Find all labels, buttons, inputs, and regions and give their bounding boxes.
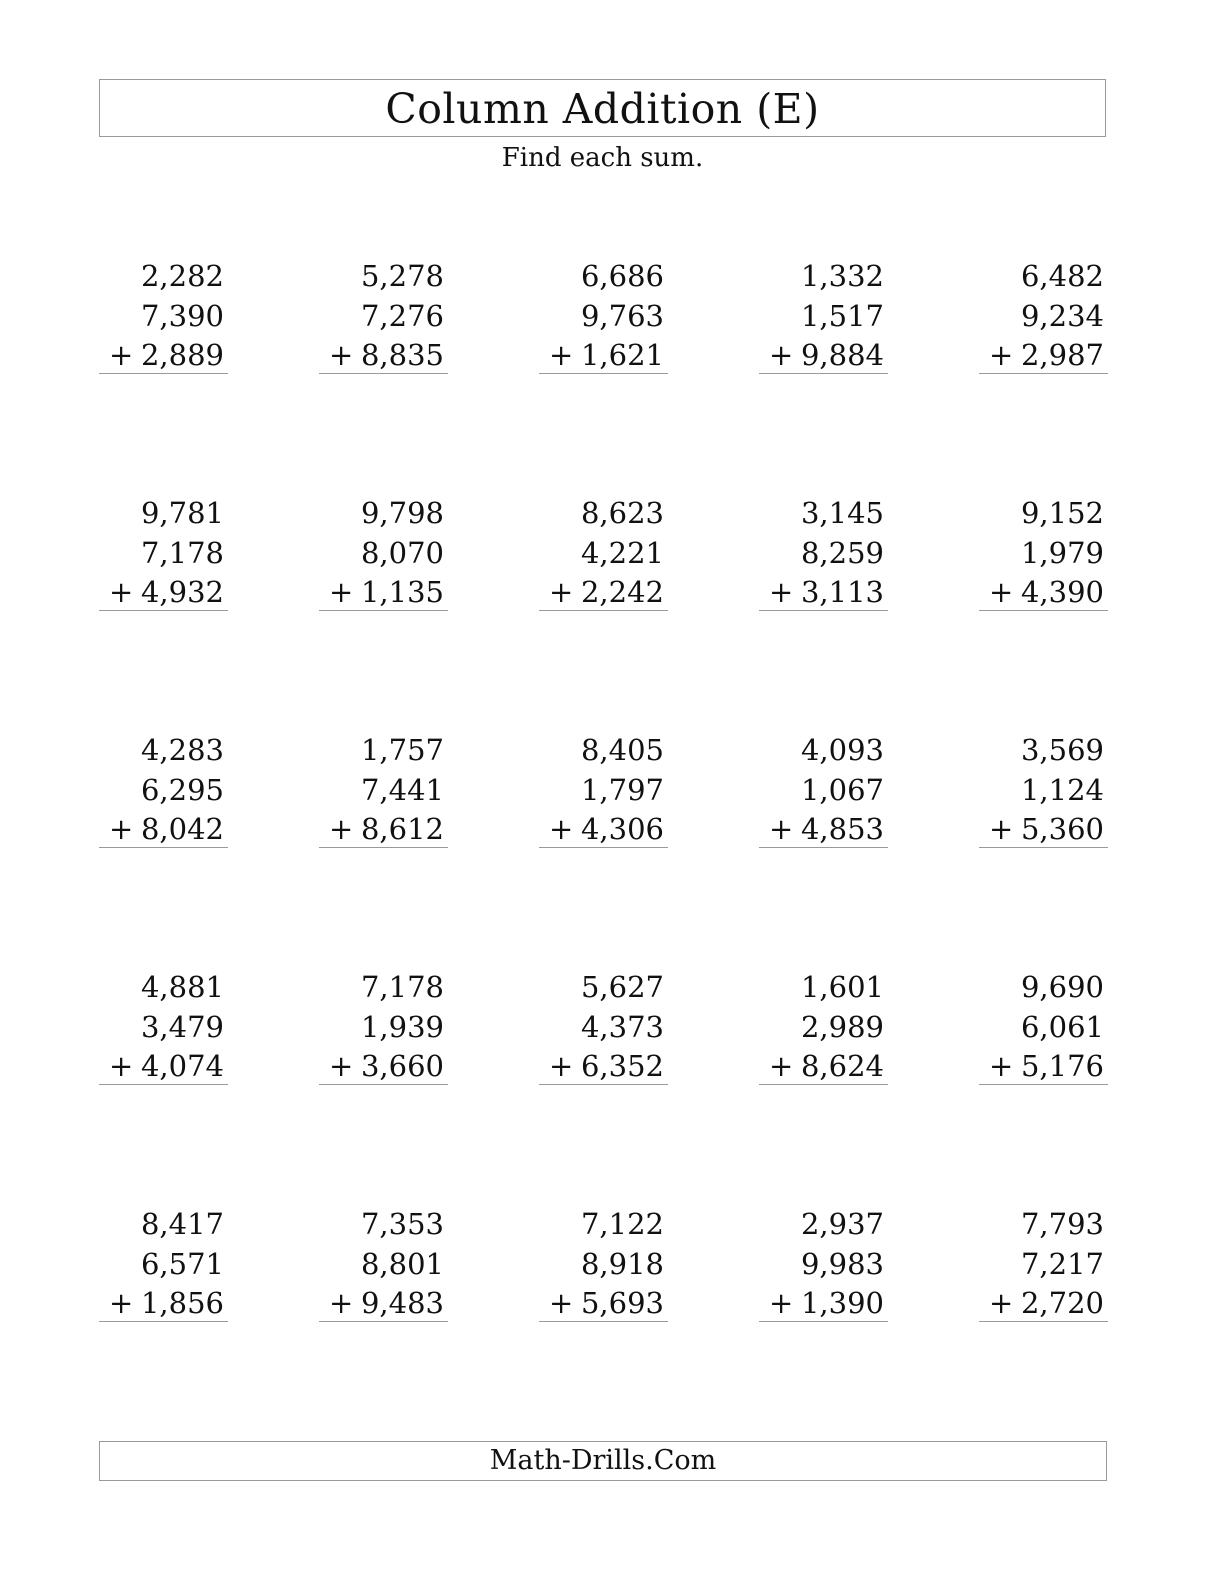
addend-3: 2,720 [1020, 1286, 1104, 1320]
answer-line [979, 847, 1108, 848]
addition-problem [99, 730, 228, 848]
addition-problem [539, 967, 668, 1085]
addend-3: 8,612 [360, 812, 444, 846]
addend-1: 7,353 [360, 1207, 444, 1241]
addend-3: 4,853 [800, 812, 884, 846]
plus-sign: + [329, 812, 354, 846]
plus-sign: + [769, 812, 794, 846]
addition-problem [539, 493, 668, 611]
answer-line [319, 1321, 448, 1322]
addend-3: 4,306 [580, 812, 664, 846]
addend-3: 8,624 [800, 1049, 884, 1083]
addend-1: 7,793 [1020, 1207, 1104, 1241]
plus-sign: + [109, 812, 134, 846]
addend-3: 3,113 [800, 575, 884, 609]
addend-2: 4,373 [580, 1010, 664, 1044]
addition-problem [979, 1204, 1108, 1322]
addend-2: 6,061 [1020, 1010, 1104, 1044]
addend-2: 9,234 [1020, 299, 1104, 333]
addend-1: 5,278 [360, 259, 444, 293]
answer-line [759, 847, 888, 848]
addend-3: 1,390 [800, 1286, 884, 1320]
addend-2: 8,918 [580, 1247, 664, 1281]
addend-3: 3,660 [360, 1049, 444, 1083]
addend-1: 9,152 [1020, 496, 1104, 530]
answer-line [539, 1084, 668, 1085]
addend-1: 2,937 [800, 1207, 884, 1241]
answer-line [319, 373, 448, 374]
addition-problem [539, 730, 668, 848]
answer-line [319, 1084, 448, 1085]
addend-3: 1,856 [140, 1286, 224, 1320]
addend-3: 4,074 [140, 1049, 224, 1083]
addition-problem [99, 1204, 228, 1322]
addend-3: 8,835 [360, 338, 444, 372]
addition-problem [759, 730, 888, 848]
plus-sign: + [989, 575, 1014, 609]
answer-line [979, 1084, 1108, 1085]
plus-sign: + [109, 1286, 134, 1320]
addend-3: 4,390 [1020, 575, 1104, 609]
answer-line [99, 1084, 228, 1085]
answer-line [759, 1084, 888, 1085]
answer-line [759, 373, 888, 374]
addition-problem [539, 1204, 668, 1322]
answer-line [979, 373, 1108, 374]
plus-sign: + [549, 1286, 574, 1320]
plus-sign: + [549, 575, 574, 609]
addition-problem [99, 493, 228, 611]
addend-2: 9,763 [580, 299, 664, 333]
addend-1: 4,881 [140, 970, 224, 1004]
addend-2: 3,479 [140, 1010, 224, 1044]
answer-line [319, 847, 448, 848]
answer-line [539, 610, 668, 611]
answer-line [99, 1321, 228, 1322]
addend-3: 4,932 [140, 575, 224, 609]
addend-2: 4,221 [580, 536, 664, 570]
addend-3: 1,621 [580, 338, 664, 372]
addend-2: 6,571 [140, 1247, 224, 1281]
plus-sign: + [769, 575, 794, 609]
addend-1: 2,282 [140, 259, 224, 293]
plus-sign: + [109, 338, 134, 372]
addend-1: 6,686 [580, 259, 664, 293]
problem-grid [99, 256, 1107, 1336]
addition-problem [979, 730, 1108, 848]
plus-sign: + [769, 1286, 794, 1320]
plus-sign: + [109, 1049, 134, 1083]
addend-1: 9,781 [140, 496, 224, 530]
addend-2: 1,067 [800, 773, 884, 807]
answer-line [979, 610, 1108, 611]
addend-1: 7,122 [580, 1207, 664, 1241]
addend-2: 7,441 [360, 773, 444, 807]
addend-1: 1,757 [360, 733, 444, 767]
addend-2: 1,517 [800, 299, 884, 333]
addend-1: 1,601 [800, 970, 884, 1004]
addend-1: 4,093 [800, 733, 884, 767]
addend-3: 2,242 [580, 575, 664, 609]
answer-line [759, 610, 888, 611]
page-title: Column Addition (E) [385, 85, 820, 133]
plus-sign: + [549, 338, 574, 372]
addition-problem [319, 493, 448, 611]
addition-problem [759, 967, 888, 1085]
answer-line [99, 373, 228, 374]
addend-2: 8,070 [360, 536, 444, 570]
addend-3: 1,135 [360, 575, 444, 609]
addend-2: 6,295 [140, 773, 224, 807]
addition-problem [979, 493, 1108, 611]
addition-problem [759, 1204, 888, 1322]
addend-2: 1,939 [360, 1010, 444, 1044]
addend-1: 5,627 [580, 970, 664, 1004]
plus-sign: + [549, 1049, 574, 1083]
addend-1: 3,145 [800, 496, 884, 530]
addition-problem [319, 256, 448, 374]
plus-sign: + [329, 338, 354, 372]
addition-problem [99, 256, 228, 374]
addend-1: 8,405 [580, 733, 664, 767]
addition-problem [539, 256, 668, 374]
addition-problem [319, 1204, 448, 1322]
addend-3: 6,352 [580, 1049, 664, 1083]
answer-line [539, 1321, 668, 1322]
addend-3: 5,360 [1020, 812, 1104, 846]
addend-2: 7,217 [1020, 1247, 1104, 1281]
addend-2: 7,178 [140, 536, 224, 570]
plus-sign: + [109, 575, 134, 609]
addend-1: 6,482 [1020, 259, 1104, 293]
addend-3: 5,176 [1020, 1049, 1104, 1083]
addend-3: 9,884 [800, 338, 884, 372]
plus-sign: + [329, 575, 354, 609]
plus-sign: + [769, 1049, 794, 1083]
plus-sign: + [329, 1286, 354, 1320]
addend-2: 1,797 [580, 773, 664, 807]
addition-problem [759, 256, 888, 374]
plus-sign: + [989, 1286, 1014, 1320]
addend-2: 9,983 [800, 1247, 884, 1281]
addend-1: 8,417 [140, 1207, 224, 1241]
addend-3: 2,889 [140, 338, 224, 372]
answer-line [979, 1321, 1108, 1322]
addend-1: 3,569 [1020, 733, 1104, 767]
addend-1: 7,178 [360, 970, 444, 1004]
addition-problem [759, 493, 888, 611]
answer-line [319, 610, 448, 611]
addition-problem [319, 967, 448, 1085]
answer-line [759, 1321, 888, 1322]
addition-problem [979, 256, 1108, 374]
addend-2: 8,259 [800, 536, 884, 570]
addend-1: 9,798 [360, 496, 444, 530]
addend-2: 7,276 [360, 299, 444, 333]
addend-3: 9,483 [360, 1286, 444, 1320]
addend-2: 8,801 [360, 1247, 444, 1281]
addend-2: 2,989 [800, 1010, 884, 1044]
answer-line [539, 847, 668, 848]
addend-3: 2,987 [1020, 338, 1104, 372]
plus-sign: + [989, 812, 1014, 846]
plus-sign: + [989, 1049, 1014, 1083]
addend-2: 7,390 [140, 299, 224, 333]
addend-1: 9,690 [1020, 970, 1104, 1004]
plus-sign: + [549, 812, 574, 846]
addition-problem [319, 730, 448, 848]
footer-site: Math-Drills.Com [489, 1445, 717, 1476]
addend-1: 8,623 [580, 496, 664, 530]
answer-line [99, 847, 228, 848]
addition-problem [979, 967, 1108, 1085]
title-box [99, 79, 1106, 137]
plus-sign: + [769, 338, 794, 372]
instructions: Find each sum. [501, 143, 704, 173]
plus-sign: + [329, 1049, 354, 1083]
footer-box [99, 1441, 1107, 1481]
addend-1: 4,283 [140, 733, 224, 767]
addend-3: 8,042 [140, 812, 224, 846]
plus-sign: + [989, 338, 1014, 372]
answer-line [99, 610, 228, 611]
answer-line [539, 373, 668, 374]
addend-1: 1,332 [800, 259, 884, 293]
addend-2: 1,979 [1020, 536, 1104, 570]
addition-problem [99, 967, 228, 1085]
addend-3: 5,693 [580, 1286, 664, 1320]
addend-2: 1,124 [1020, 773, 1104, 807]
